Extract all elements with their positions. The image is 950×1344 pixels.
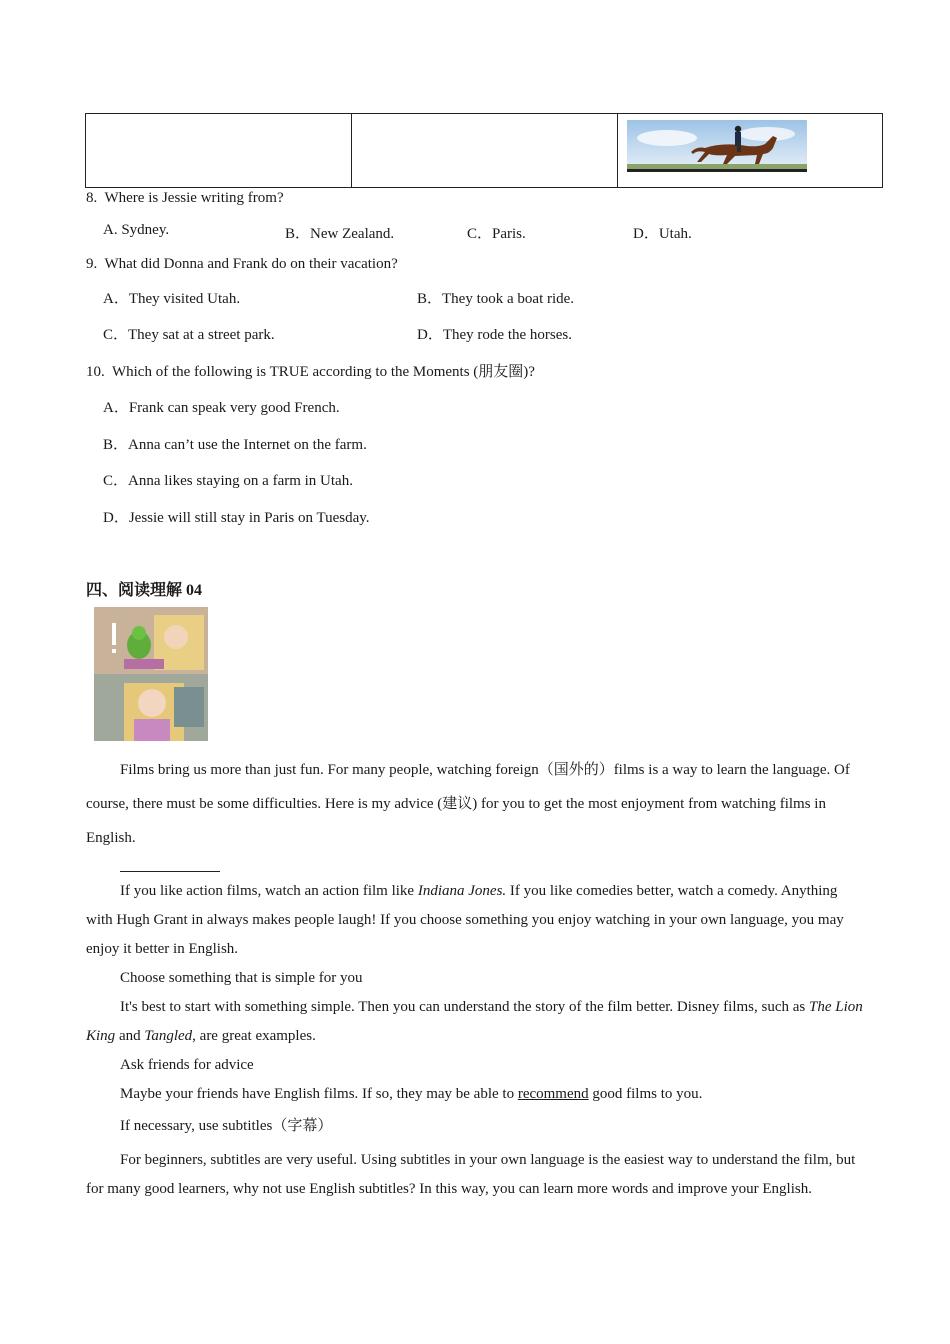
option-letter: D． <box>103 510 129 526</box>
option-letter: C． <box>467 226 493 242</box>
options-table <box>85 113 883 188</box>
passage-paragraph-1 <box>86 877 866 964</box>
option-text: They took a boat ride. <box>442 291 575 307</box>
option-c <box>103 323 275 344</box>
option-a <box>103 396 340 417</box>
film-title: Tangled <box>144 1028 193 1044</box>
passage-heading-3 <box>86 1051 866 1080</box>
question-number: 8. <box>86 190 98 206</box>
question-text: Which of the following is TRUE according to the Moments (朋友圈)? <box>111 364 535 380</box>
option-a <box>103 287 240 308</box>
option-letter: D． <box>633 226 659 242</box>
option-letter: B． <box>285 226 311 242</box>
question-text: What did Donna and Frank do on their vacation? <box>104 256 398 272</box>
film-title: The Lion King <box>86 999 863 1044</box>
option-c <box>103 469 353 490</box>
paragraph-text: If you like action films, watch an action film like <box>120 883 418 899</box>
passage-paragraph-3 <box>86 1080 866 1109</box>
option-text: Sydney. <box>121 222 170 238</box>
heading-text: Ask friends for advice <box>120 1057 254 1073</box>
section-title: 四、阅读理解 04 <box>86 582 203 599</box>
option-c <box>467 222 526 243</box>
paragraph-text: Maybe your friends have English films. If so, they may be able to <box>120 1086 518 1102</box>
option-text: Anna likes staying on a farm in Utah. <box>128 473 353 489</box>
passage-heading-2 <box>86 964 866 993</box>
heading-text: If necessary, use subtitles（字幕） <box>120 1118 333 1134</box>
table-cell-2 <box>352 114 618 187</box>
option-text: New Zealand. <box>310 226 395 242</box>
paragraph-text: and <box>115 1028 145 1044</box>
question-number: 10. <box>86 364 105 380</box>
paragraph-text: , are great examples. <box>192 1028 316 1044</box>
question-text: Where is Jessie writing from? <box>104 190 284 206</box>
option-letter: C． <box>103 473 129 489</box>
option-letter: A. <box>103 222 118 238</box>
question-number: 9. <box>86 256 98 272</box>
option-text: They rode the horses. <box>442 327 572 343</box>
film-still-picture <box>94 607 208 741</box>
paragraph-text: If you like comedies better, watch a comedy. Anything with Hugh Grant in always makes people laugh! If you choose something you enjoy watching in your own language, you may enjoy it better in English. <box>86 883 844 957</box>
option-letter: C． <box>103 327 129 343</box>
paragraph-text: good films to you. <box>588 1086 703 1102</box>
table-cell-3 <box>618 114 882 187</box>
intro-text: Films bring us more than just fun. For many people, watching foreign（国外的）films is a way to learn the language. Of course, there must be some difficulties. Here is my advice (建议) for you to get the most enjoyment from watching films in English. <box>86 762 850 846</box>
question-9 <box>86 256 398 273</box>
option-letter: A． <box>103 291 129 307</box>
option-letter: D． <box>417 327 443 343</box>
table-cell-1 <box>86 114 352 187</box>
horse-riding-picture <box>627 120 807 172</box>
option-text: Frank can speak very good French. <box>128 400 340 416</box>
question-8 <box>86 190 284 207</box>
option-text: Anna can’t use the Internet on the farm. <box>128 437 367 453</box>
option-a <box>103 222 169 239</box>
option-d <box>417 323 572 344</box>
passage-paragraph-2 <box>86 993 866 1051</box>
option-b <box>103 433 367 454</box>
option-b <box>285 222 394 243</box>
option-d <box>103 506 370 527</box>
option-b <box>417 287 574 308</box>
option-text: They sat at a street park. <box>128 327 275 343</box>
paragraph-text: For beginners, subtitles are very useful. Using subtitles in your own language is the easiest way to understand the film, but for many good learners, why not use English subtitles? In this way, you can learn more words and improve your English. <box>86 1152 856 1197</box>
passage-paragraph-4 <box>86 1146 866 1204</box>
underlined-word: recommend <box>517 1086 589 1102</box>
option-letter: A． <box>103 400 129 416</box>
option-text: Paris. <box>492 226 526 242</box>
film-title: Indiana Jones. <box>417 883 507 899</box>
heading-text: Choose something that is simple for you <box>120 970 363 986</box>
option-text: They visited Utah. <box>128 291 241 307</box>
option-letter: B． <box>103 437 129 453</box>
option-text: Jessie will still stay in Paris on Tuesday. <box>128 510 370 526</box>
paragraph-text: It's best to start with something simple. Then you can understand the story of the film better. Disney films, such as <box>120 999 809 1015</box>
option-d <box>633 222 692 243</box>
answer-blank[interactable] <box>120 871 220 872</box>
option-letter: B． <box>417 291 443 307</box>
passage-heading-4 <box>86 1112 866 1141</box>
option-text: Utah. <box>658 226 692 242</box>
question-10 <box>86 360 535 381</box>
passage-intro <box>86 753 866 855</box>
